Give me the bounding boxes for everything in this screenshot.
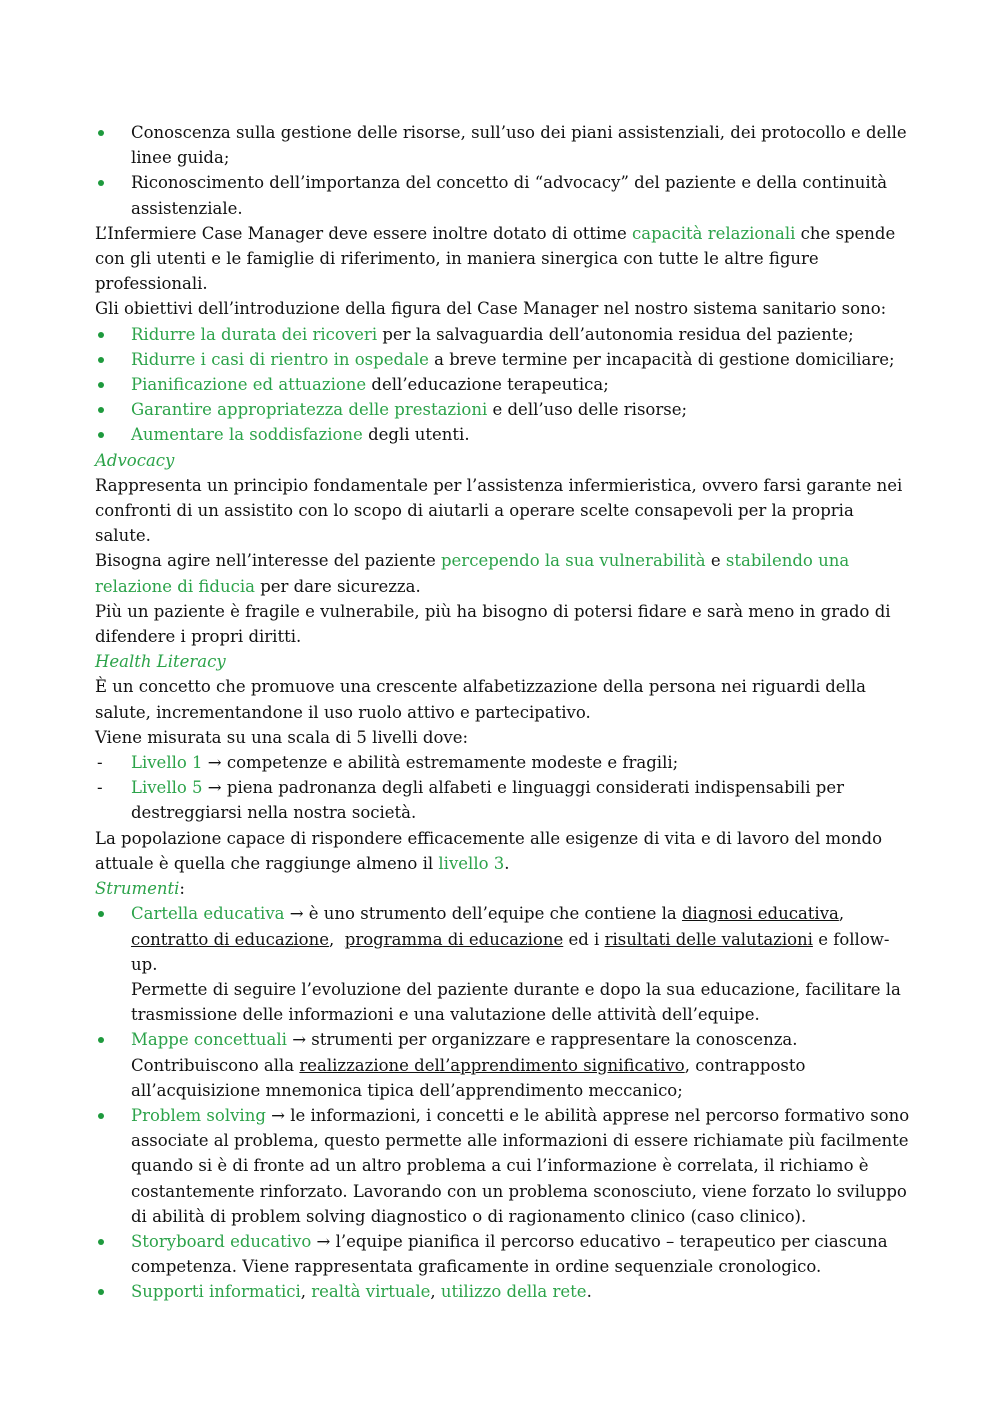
highlight-text: Aumentare la soddisfazione	[131, 425, 363, 445]
paragraph: Più un paziente è fragile e vulnerabile, più ha bisogno di potersi fidare e sarà meno in grado di difendere i propri diritti.	[95, 601, 891, 647]
list-item	[95, 120, 910, 170]
list-item-text: e follow-up.	[131, 929, 890, 974]
list-item	[95, 372, 910, 397]
paragraph-text: La popolazione capace di rispondere efficacemente alle esigenze di vita e di lavoro del mondo attuale è quella che raggiunge almeno il	[95, 828, 883, 873]
paragraph	[95, 826, 910, 876]
section-heading-strumenti	[95, 876, 910, 901]
highlight-text: Cartella educativa	[131, 904, 285, 924]
bullet-icon	[98, 1239, 104, 1245]
separator-text: ,	[430, 1282, 441, 1302]
highlight-text: Livello 5	[131, 778, 203, 798]
highlight-text: Pianificazione ed attuazione	[131, 375, 367, 395]
list-item	[95, 1229, 910, 1279]
list-item-text: ,	[838, 904, 845, 924]
list-item	[95, 170, 910, 220]
section-heading-health-literacy: Health Literacy	[95, 652, 226, 672]
bullet-icon	[98, 382, 104, 388]
paragraph-text: per dare sicurezza.	[254, 576, 421, 596]
paragraph-text: L’Infermiere Case Manager deve essere inoltre dotato di ottime	[95, 223, 632, 243]
paragraph-text: che spende con gli utenti e le famiglie di riferimento, in maniera sinergica con tutte le altre figure professionali.	[95, 223, 896, 294]
list-item	[95, 422, 910, 447]
paragraph: Viene misurata su una scala di 5 livelli dove:	[95, 727, 469, 747]
list-item	[95, 322, 910, 347]
dash-marker: -	[97, 753, 103, 773]
bullet-icon	[98, 432, 104, 438]
underlined-text: programma di educazione	[344, 929, 564, 949]
list-item-text: , contrapposto all’acquisizione mnemonica tipica dell’apprendimento meccanico;	[131, 1055, 806, 1100]
bullet-icon	[98, 180, 104, 186]
list-item	[95, 347, 910, 372]
list-item-text: dell’educazione terapeutica;	[366, 375, 609, 395]
paragraph-text: .	[504, 853, 510, 873]
highlight-text: Ridurre i casi di rientro in ospedale	[131, 349, 429, 369]
highlight-text: capacità relazionali	[631, 223, 796, 243]
list-item	[95, 1027, 910, 1103]
heading-colon: :	[179, 879, 185, 899]
list-item	[95, 1279, 910, 1304]
highlight-text: Storyboard educativo	[131, 1231, 312, 1251]
highlight-text: utilizzo della rete	[440, 1282, 587, 1302]
separator-text: .	[586, 1282, 592, 1302]
list-item-text: Riconoscimento dell’importanza del concetto di “advocacy” del paziente e della continuità assistenziale.	[131, 173, 888, 218]
list-item-text: e dell’uso delle risorse;	[487, 400, 688, 420]
list-item-text: → piena padronanza degli alfabeti e linguaggi considerati indispensabili per destreggiarsi nella nostra società.	[131, 778, 844, 823]
list-item	[95, 1103, 910, 1229]
list-item-text: Conoscenza sulla gestione delle risorse, sull’uso dei piani assistenziali, dei protocollo e delle linee guida;	[131, 123, 907, 168]
highlight-text: realtà virtuale	[311, 1282, 431, 1302]
underlined-text: diagnosi educativa	[681, 904, 839, 924]
list-item-text: → strumenti per organizzare e rappresentare la conoscenza. Contribuiscono alla	[131, 1030, 798, 1075]
bullet-icon	[98, 357, 104, 363]
list-item	[95, 750, 910, 775]
paragraph-text: Bisogna agire nell’interesse del paziente	[95, 551, 441, 571]
list-item-text: a breve termine per incapacità di gestione domiciliare;	[428, 349, 895, 369]
highlight-text: livello 3	[438, 853, 505, 873]
bullet-icon	[98, 1113, 104, 1119]
list-item	[95, 397, 910, 422]
bullet-icon	[98, 911, 104, 917]
paragraph: È un concetto che promuove una crescente alfabetizzazione della persona nei riguardi della salute, incrementandone il uso ruolo attivo e partecipativo.	[95, 677, 866, 722]
bullet-icon	[98, 130, 104, 136]
paragraph: Rappresenta un principio fondamentale per l’assistenza infermieristica, ovvero farsi garante nei confronti di un assistito con lo scopo di aiutarli a operare scelte consapevoli per la propria salute.	[95, 475, 903, 546]
list-item-text: ed i	[563, 929, 605, 949]
list-item-text: → competenze e abilità estremamente modeste e fragili;	[202, 753, 679, 773]
list-item	[95, 775, 910, 825]
list-item-text: degli utenti.	[362, 425, 470, 445]
highlight-text: stabilendo una relazione di fiducia	[95, 551, 850, 596]
highlight-text: Problem solving	[131, 1105, 266, 1125]
bullet-icon	[98, 1289, 104, 1295]
section-heading-advocacy: Advocacy	[95, 450, 175, 470]
underlined-text: risultati delle valutazioni	[604, 929, 813, 949]
paragraph	[95, 548, 910, 598]
highlight-text: Supporti informatici	[131, 1282, 301, 1302]
paragraph-text: e	[705, 551, 726, 571]
paragraph-case-manager	[95, 221, 910, 297]
bullet-icon	[98, 407, 104, 413]
list-item-text: per la salvaguardia dell’autonomia residua del paziente;	[377, 324, 854, 344]
highlight-text: Ridurre la durata dei ricoveri	[131, 324, 378, 344]
list-item-continuation: Permette di seguire l’evoluzione del paziente durante e dopo la sua educazione, facilitare la trasmissione delle informazioni e una valutazione delle attività dell’equipe.	[131, 979, 901, 1025]
underlined-text: realizzazione dell’apprendimento significativo	[299, 1055, 685, 1075]
list-item-text: ,	[329, 929, 345, 949]
bullet-icon	[98, 1037, 104, 1043]
heading-text: Strumenti	[95, 879, 180, 899]
list-item	[95, 901, 910, 1027]
dash-marker: -	[97, 778, 103, 798]
highlight-text: Livello 1	[131, 753, 203, 773]
list-item-text: → le informazioni, i concetti e le abilità apprese nel percorso formativo sono associate al problema, questo permette alle informazioni di essere richiamate più facilmente quando si è di fronte ad un altro problema a cui l’informazione è correlata, il richiamo è costantemente rinforzato. Lavorando con un problema sconosciuto, viene forzato lo sviluppo di abilità di problem solving diagnostico o di ragionamento clinico (caso clinico).	[131, 1105, 910, 1226]
list-item-text: → l’equipe pianifica il percorso educativo – terapeutico per ciascuna competenza. Viene rappresentata graficamente in ordine sequenziale cronologico.	[131, 1231, 888, 1277]
separator-text: ,	[300, 1282, 312, 1302]
bullet-icon	[98, 332, 104, 338]
list-item-text: → è uno strumento dell’equipe che contiene la	[284, 904, 682, 924]
highlight-text: Mappe concettuali	[131, 1030, 287, 1050]
underlined-text: contratto di educazione	[131, 929, 330, 949]
highlight-text: percependo la sua vulnerabilità	[440, 551, 706, 571]
paragraph-objectives-intro: Gli obiettivi dell’introduzione della figura del Case Manager nel nostro sistema sanitario sono:	[95, 299, 887, 319]
document-page	[95, 120, 910, 1305]
highlight-text: Garantire appropriatezza delle prestazioni	[131, 400, 488, 420]
